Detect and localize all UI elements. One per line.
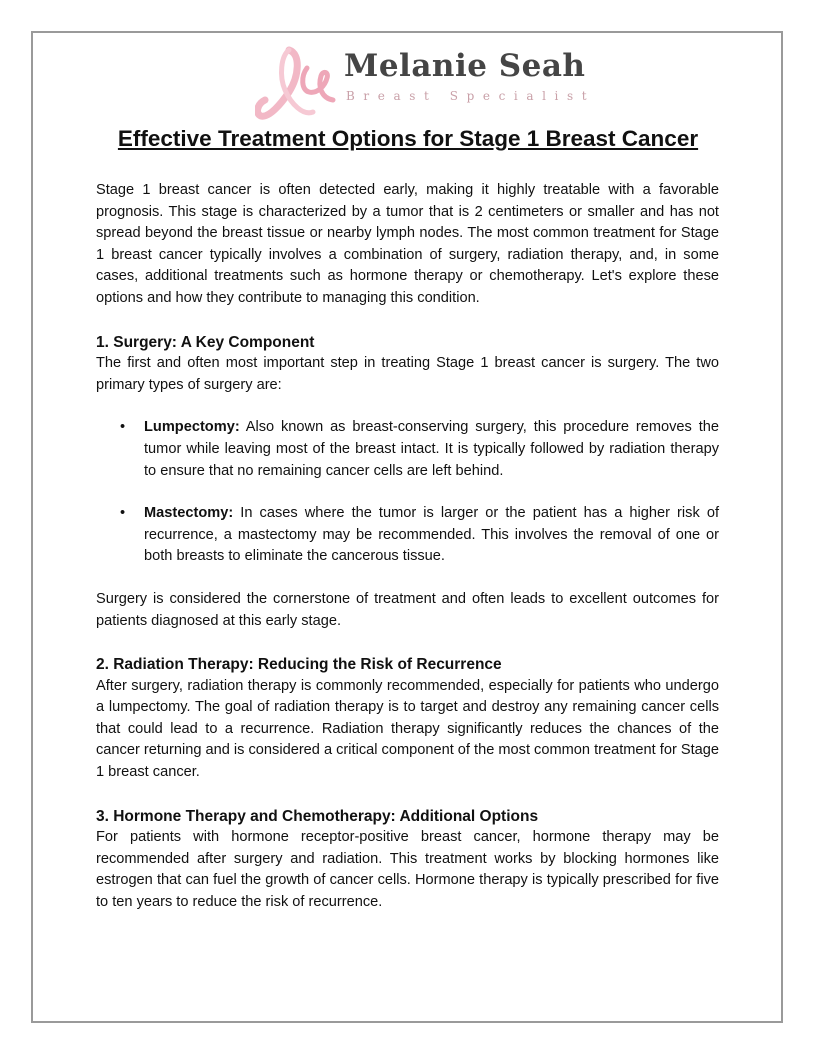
list-item-text: Also known as breast-conserving surgery, this procedure removes the tumor while leaving most of the breast intact. It is typically followed by radiation therapy to ensure that no remaining cancer cells are left behind. (144, 419, 719, 479)
section-closing-surgery: Surgery is considered the cornerstone of treatment and often leads to excellent outcomes for patients diagnosed at this early stage. (96, 590, 719, 629)
list-item (96, 417, 719, 482)
section-body-hormone: For patients with hormone receptor-positive breast cancer, hormone therapy may be recommended after surgery and radiation. This treatment works by blocking hormones like estrogen that can fuel the growth of cancer cells. Hormone therapy is typically prescribed for five to ten years to reduce the risk of recurrence. (96, 829, 719, 911)
brand-logo (255, 46, 596, 126)
document-body (96, 180, 719, 914)
list-item-term: Lumpectomy: (144, 419, 240, 436)
list-item (96, 503, 719, 568)
ribbon-logo-icon (255, 46, 345, 126)
bullet-icon: • (120, 505, 126, 522)
section-body-radiation: After surgery, radiation therapy is commonly recommended, especially for patients who undergo a lumpectomy. The goal of radiation therapy is to target and destroy any remaining cancer cells that could lead to a recurrence. Radiation therapy significantly reduces the chances of the cancer returning and is considered a critical component of the most common treatment for Stage 1 breast cancer. (96, 677, 719, 781)
page-title: Effective Treatment Options for Stage 1 Breast Cancer (117, 126, 699, 151)
intro-paragraph: Stage 1 breast cancer is often detected early, making it highly treatable with a favorable prognosis. This stage is characterized by a tumor that is 2 centimeters or smaller and has not spread beyond the breast tissue or nearby lymph nodes. The most common treatment for Stage 1 breast cancer typically involves a combination of surgery, radiation therapy, and, in some cases, additional treatments such as hormone therapy or chemotherapy. Let's explore these options and how they contribute to managing this condition. (96, 182, 719, 306)
section-heading-hormone: 3. Hormone Therapy and Chemotherapy: Additional Options (96, 807, 539, 825)
list-item-term: Mastectomy: (144, 505, 234, 522)
brand-tagline: Breast Specialist (346, 89, 596, 103)
section-heading-surgery: 1. Surgery: A Key Component (96, 333, 315, 351)
brand-name: Melanie Seah (344, 48, 586, 84)
section-heading-radiation: 2. Radiation Therapy: Reducing the Risk of Recurrence (96, 656, 502, 674)
section-body-surgery: The first and often most important step in treating Stage 1 breast cancer is surgery. The two primary types of surgery are: (96, 355, 719, 393)
list-item-text: In cases where the tumor is larger or the patient has a higher risk of recurrence, a mastectomy may be recommended. This involves the removal of one or both breasts to eliminate the cancerous tissue. (144, 505, 719, 565)
bullet-icon: • (120, 419, 126, 436)
surgery-types-list (96, 417, 719, 568)
